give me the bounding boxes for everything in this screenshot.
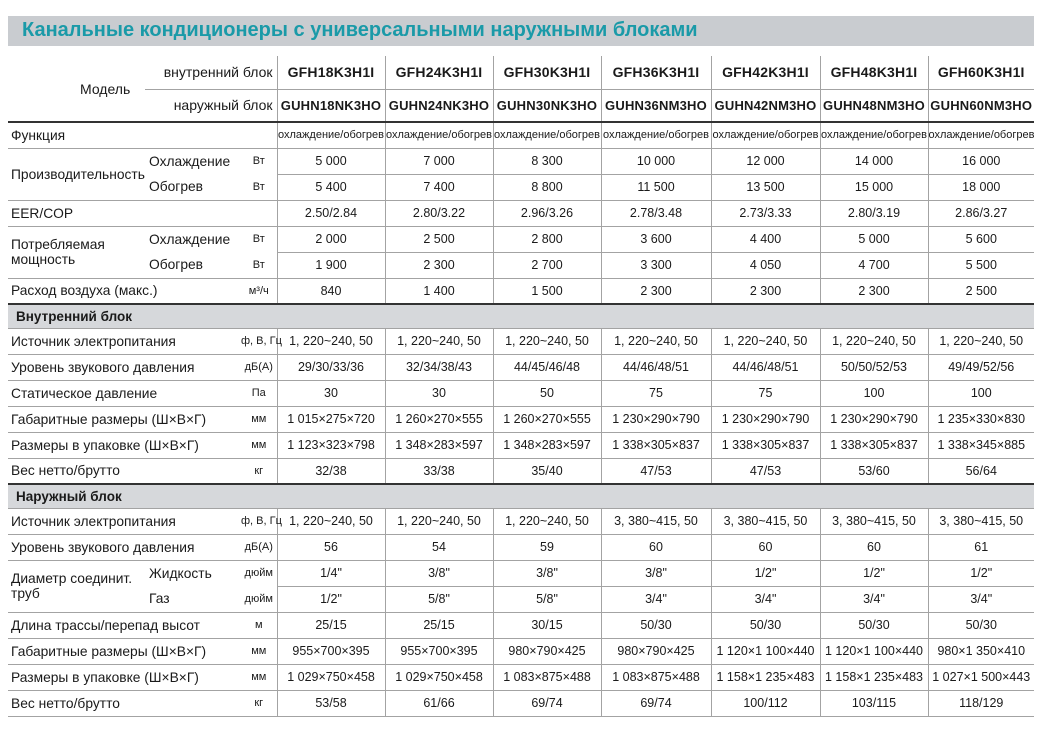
unit-label: м bbox=[241, 612, 277, 638]
value-cell: охлаждение/обогрев bbox=[493, 122, 601, 148]
indoor-unit-label: внутренний блок bbox=[145, 56, 277, 89]
row-label: Источник электропитания bbox=[8, 508, 241, 534]
value-cell: 1, 220~240, 50 bbox=[385, 328, 493, 354]
value-cell: 30/15 bbox=[493, 612, 601, 638]
function-row bbox=[8, 122, 1034, 148]
value-cell: 7 400 bbox=[385, 174, 493, 200]
spec-table-body bbox=[8, 56, 1034, 716]
value-cell: 2 500 bbox=[928, 278, 1034, 304]
value-cell: 4 400 bbox=[711, 226, 820, 252]
outdoor-model-code: GUHN42NM3HO bbox=[711, 89, 820, 122]
value-cell: 32/34/38/43 bbox=[385, 354, 493, 380]
value-cell: 75 bbox=[711, 380, 820, 406]
value-cell: 1 348×283×597 bbox=[385, 432, 493, 458]
outdoor-model-code: GUHN24NK3HO bbox=[385, 89, 493, 122]
value-cell: 2 300 bbox=[385, 252, 493, 278]
row-label: Уровень звукового давления bbox=[8, 354, 241, 380]
section-outdoor bbox=[8, 484, 1034, 508]
value-cell: 56/64 bbox=[928, 458, 1034, 484]
outdoor-row bbox=[8, 690, 1034, 716]
sub-label: Жидкость bbox=[149, 565, 212, 581]
value-cell: 1 158×1 235×483 bbox=[711, 664, 820, 690]
header-row-outdoor bbox=[8, 89, 1034, 122]
value-cell: 2.96/3.26 bbox=[493, 200, 601, 226]
value-cell: 2 300 bbox=[711, 278, 820, 304]
value-cell: 61 bbox=[928, 534, 1034, 560]
outdoor-row bbox=[8, 612, 1034, 638]
unit-label: мм bbox=[241, 638, 277, 664]
value-cell: 840 bbox=[277, 278, 385, 304]
value-cell: 1 338×305×837 bbox=[820, 432, 928, 458]
outdoor-model-code: GUHN60NM3HO bbox=[928, 89, 1034, 122]
value-cell: 100 bbox=[820, 380, 928, 406]
value-cell: 3/4" bbox=[601, 586, 711, 612]
indoor-row bbox=[8, 380, 1034, 406]
value-cell: 1, 220~240, 50 bbox=[601, 328, 711, 354]
value-cell: 3 600 bbox=[601, 226, 711, 252]
value-cell: 1 083×875×488 bbox=[601, 664, 711, 690]
sub-label: Газ bbox=[145, 586, 241, 612]
row-label: Источник электропитания bbox=[8, 328, 241, 354]
value-cell: 1, 220~240, 50 bbox=[711, 328, 820, 354]
unit-label: кг bbox=[241, 458, 277, 484]
indoor-model-code: GFH30K3H1I bbox=[493, 56, 601, 89]
value-cell: 4 700 bbox=[820, 252, 928, 278]
value-cell: 1 120×1 100×440 bbox=[711, 638, 820, 664]
value-cell: 44/46/48/51 bbox=[711, 354, 820, 380]
unit-label: Па bbox=[241, 380, 277, 406]
value-cell: охлаждение/обогрев bbox=[277, 122, 385, 148]
pipe-gas-row bbox=[8, 586, 1034, 612]
value-cell: 60 bbox=[711, 534, 820, 560]
value-cell: 1, 220~240, 50 bbox=[277, 328, 385, 354]
value-cell: 980×790×425 bbox=[493, 638, 601, 664]
value-cell: 32/38 bbox=[277, 458, 385, 484]
indoor-model-code: GFH24K3H1I bbox=[385, 56, 493, 89]
outdoor-model-code: GUHN48NM3HO bbox=[820, 89, 928, 122]
value-cell: 8 300 bbox=[493, 148, 601, 174]
value-cell: 69/74 bbox=[601, 690, 711, 716]
outdoor-model-code: GUHN18NK3HO bbox=[277, 89, 385, 122]
indoor-row bbox=[8, 458, 1034, 484]
row-label: Статическое давление bbox=[8, 380, 241, 406]
unit-label: дюйм bbox=[241, 586, 277, 612]
value-cell: 1/2" bbox=[928, 560, 1034, 586]
value-cell: 3 300 bbox=[601, 252, 711, 278]
value-cell: 8 800 bbox=[493, 174, 601, 200]
unit-label: ф, В, Гц bbox=[241, 508, 277, 534]
value-cell: 1/4" bbox=[277, 560, 385, 586]
value-cell: 1 123×323×798 bbox=[277, 432, 385, 458]
value-cell: 1 338×305×837 bbox=[711, 432, 820, 458]
value-cell: охлаждение/обогрев bbox=[711, 122, 820, 148]
value-cell: 2 700 bbox=[493, 252, 601, 278]
section-indoor bbox=[8, 304, 1034, 328]
value-cell: 25/15 bbox=[385, 612, 493, 638]
value-cell: 1 338×345×885 bbox=[928, 432, 1034, 458]
value-cell: 5/8" bbox=[385, 586, 493, 612]
indoor-model-code: GFH18K3H1I bbox=[277, 56, 385, 89]
value-cell: 2.78/3.48 bbox=[601, 200, 711, 226]
value-cell: 1, 220~240, 50 bbox=[928, 328, 1034, 354]
value-cell: 1, 220~240, 50 bbox=[820, 328, 928, 354]
value-cell: 1 260×270×555 bbox=[385, 406, 493, 432]
value-cell: 955×700×395 bbox=[385, 638, 493, 664]
unit-label: Вт bbox=[252, 233, 265, 246]
value-cell: 33/38 bbox=[385, 458, 493, 484]
row-label: Вес нетто/брутто bbox=[8, 690, 241, 716]
value-cell: 1 230×290×790 bbox=[711, 406, 820, 432]
value-cell: 955×700×395 bbox=[277, 638, 385, 664]
value-cell: 100 bbox=[928, 380, 1034, 406]
value-cell: 2 300 bbox=[820, 278, 928, 304]
row-label: Габаритные размеры (Ш×В×Г) bbox=[8, 406, 241, 432]
value-cell: охлаждение/обогрев bbox=[601, 122, 711, 148]
value-cell: 18 000 bbox=[928, 174, 1034, 200]
value-cell: 50/30 bbox=[601, 612, 711, 638]
value-cell: 2.73/3.33 bbox=[711, 200, 820, 226]
value-cell: 13 500 bbox=[711, 174, 820, 200]
outdoor-sound-row bbox=[8, 534, 1034, 560]
unit-label: мм bbox=[241, 406, 277, 432]
value-cell: 1 260×270×555 bbox=[493, 406, 601, 432]
header-row-indoor bbox=[8, 56, 1034, 89]
value-cell: 3/4" bbox=[820, 586, 928, 612]
value-cell: 1 029×750×458 bbox=[277, 664, 385, 690]
value-cell: 1 027×1 500×443 bbox=[928, 664, 1034, 690]
value-cell: 100/112 bbox=[711, 690, 820, 716]
value-cell: 5 000 bbox=[277, 148, 385, 174]
value-cell: 1 230×290×790 bbox=[820, 406, 928, 432]
value-cell: 11 500 bbox=[601, 174, 711, 200]
value-cell: 1 158×1 235×483 bbox=[820, 664, 928, 690]
value-cell: 3/4" bbox=[928, 586, 1034, 612]
row-label: Диаметр соединит. труб bbox=[8, 560, 145, 612]
outdoor-unit-label: наружный блок bbox=[145, 89, 277, 122]
unit-label: ф, В, Гц bbox=[241, 328, 277, 354]
row-label: Уровень звукового давления bbox=[8, 534, 241, 560]
value-cell: 56 bbox=[277, 534, 385, 560]
value-cell: 5/8" bbox=[493, 586, 601, 612]
value-cell: 1 348×283×597 bbox=[493, 432, 601, 458]
section-title-outdoor: Наружный блок bbox=[8, 484, 1034, 508]
value-cell: 1 900 bbox=[277, 252, 385, 278]
value-cell: 12 000 bbox=[711, 148, 820, 174]
power-cooling-row bbox=[8, 226, 1034, 252]
unit-label: Вт bbox=[252, 155, 265, 168]
value-cell: 3/4" bbox=[711, 586, 820, 612]
value-cell: 35/40 bbox=[493, 458, 601, 484]
value-cell: 1 015×275×720 bbox=[277, 406, 385, 432]
outdoor-row bbox=[8, 664, 1034, 690]
value-cell: 1 083×875×488 bbox=[493, 664, 601, 690]
value-cell: 59 bbox=[493, 534, 601, 560]
unit-label: мм bbox=[241, 432, 277, 458]
unit-label: м³/ч bbox=[241, 278, 277, 304]
row-label: Производительность bbox=[8, 148, 145, 200]
value-cell: 1 029×750×458 bbox=[385, 664, 493, 690]
indoor-model-code: GFH48K3H1I bbox=[820, 56, 928, 89]
value-cell: 25/15 bbox=[277, 612, 385, 638]
value-cell: 2 000 bbox=[277, 226, 385, 252]
row-label: Функция bbox=[8, 122, 277, 148]
row-label: EER/COP bbox=[8, 200, 277, 226]
value-cell: 61/66 bbox=[385, 690, 493, 716]
value-cell: 103/115 bbox=[820, 690, 928, 716]
value-cell: 5 600 bbox=[928, 226, 1034, 252]
value-cell: 1/2" bbox=[820, 560, 928, 586]
value-cell: 47/53 bbox=[711, 458, 820, 484]
value-cell: 2.80/3.22 bbox=[385, 200, 493, 226]
value-cell: 69/74 bbox=[493, 690, 601, 716]
value-cell: 54 bbox=[385, 534, 493, 560]
indoor-row bbox=[8, 354, 1034, 380]
sub-label: Охлаждение bbox=[149, 231, 231, 247]
row-label: Размеры в упаковке (Ш×В×Г) bbox=[8, 664, 241, 690]
value-cell: 118/129 bbox=[928, 690, 1034, 716]
value-cell: 1, 220~240, 50 bbox=[277, 508, 385, 534]
model-label: Модель bbox=[8, 56, 145, 122]
airflow-row bbox=[8, 278, 1034, 304]
unit-label: дБ(А) bbox=[241, 534, 277, 560]
value-cell: 2.86/3.27 bbox=[928, 200, 1034, 226]
value-cell: 2 300 bbox=[601, 278, 711, 304]
value-cell: 4 050 bbox=[711, 252, 820, 278]
indoor-model-code: GFH60K3H1I bbox=[928, 56, 1034, 89]
value-cell: 53/60 bbox=[820, 458, 928, 484]
value-cell: 3/8" bbox=[493, 560, 601, 586]
capacity-heating-row bbox=[8, 174, 1034, 200]
value-cell: 44/46/48/51 bbox=[601, 354, 711, 380]
value-cell: 50/50/52/53 bbox=[820, 354, 928, 380]
row-label: Габаритные размеры (Ш×В×Г) bbox=[8, 638, 241, 664]
section-title-indoor: Внутренний блок bbox=[8, 304, 1034, 328]
value-cell: 1, 220~240, 50 bbox=[385, 508, 493, 534]
value-cell: 50 bbox=[493, 380, 601, 406]
value-cell: 30 bbox=[385, 380, 493, 406]
value-cell: 1 500 bbox=[493, 278, 601, 304]
value-cell: 7 000 bbox=[385, 148, 493, 174]
value-cell: 29/30/33/36 bbox=[277, 354, 385, 380]
value-cell: 50/30 bbox=[928, 612, 1034, 638]
sub-label: Обогрев bbox=[145, 252, 241, 278]
value-cell: 53/58 bbox=[277, 690, 385, 716]
value-cell: 980×1 350×410 bbox=[928, 638, 1034, 664]
outdoor-power-row bbox=[8, 508, 1034, 534]
eer-cop-row bbox=[8, 200, 1034, 226]
value-cell: 75 bbox=[601, 380, 711, 406]
value-cell: 1/2" bbox=[711, 560, 820, 586]
value-cell: 5 400 bbox=[277, 174, 385, 200]
row-label: Потребляемая мощность bbox=[8, 226, 145, 278]
value-cell: 980×790×425 bbox=[601, 638, 711, 664]
value-cell: 1, 220~240, 50 bbox=[493, 328, 601, 354]
value-cell: охлаждение/обогрев bbox=[385, 122, 493, 148]
value-cell: 2.80/3.19 bbox=[820, 200, 928, 226]
row-label: Длина трассы/перепад высот bbox=[8, 612, 241, 638]
value-cell: 2 800 bbox=[493, 226, 601, 252]
indoor-row bbox=[8, 406, 1034, 432]
value-cell: 3/8" bbox=[601, 560, 711, 586]
value-cell: 3, 380~415, 50 bbox=[928, 508, 1034, 534]
row-label: Размеры в упаковке (Ш×В×Г) bbox=[8, 432, 241, 458]
value-cell: 3, 380~415, 50 bbox=[601, 508, 711, 534]
value-cell: 50/30 bbox=[820, 612, 928, 638]
value-cell: 47/53 bbox=[601, 458, 711, 484]
value-cell: 1 338×305×837 bbox=[601, 432, 711, 458]
value-cell: 1, 220~240, 50 bbox=[493, 508, 601, 534]
value-cell: 1 235×330×830 bbox=[928, 406, 1034, 432]
value-cell: 60 bbox=[601, 534, 711, 560]
unit-label: Вт bbox=[241, 174, 277, 200]
row-label: Вес нетто/брутто bbox=[8, 458, 241, 484]
value-cell: 2 500 bbox=[385, 226, 493, 252]
indoor-row bbox=[8, 432, 1034, 458]
power-heating-row bbox=[8, 252, 1034, 278]
unit-label: дБ(А) bbox=[241, 354, 277, 380]
value-cell: охлаждение/обогрев bbox=[820, 122, 928, 148]
page-title: Канальные кондиционеры с универсальными наружными блоками bbox=[22, 19, 698, 41]
value-cell: 3, 380~415, 50 bbox=[711, 508, 820, 534]
unit-label: Вт bbox=[241, 252, 277, 278]
pipe-liquid-row bbox=[8, 560, 1034, 586]
value-cell: 30 bbox=[277, 380, 385, 406]
value-cell: 10 000 bbox=[601, 148, 711, 174]
value-cell: 1 230×290×790 bbox=[601, 406, 711, 432]
unit-label: кг bbox=[241, 690, 277, 716]
indoor-row bbox=[8, 328, 1034, 354]
value-cell: охлаждение/обогрев bbox=[928, 122, 1034, 148]
value-cell: 16 000 bbox=[928, 148, 1034, 174]
sub-label: Обогрев bbox=[145, 174, 241, 200]
value-cell: 3/8" bbox=[385, 560, 493, 586]
outdoor-model-code: GUHN36NM3HO bbox=[601, 89, 711, 122]
value-cell: 3, 380~415, 50 bbox=[820, 508, 928, 534]
spec-table bbox=[8, 56, 1034, 717]
value-cell: 1/2" bbox=[277, 586, 385, 612]
indoor-model-code: GFH36K3H1I bbox=[601, 56, 711, 89]
capacity-cooling-row bbox=[8, 148, 1034, 174]
value-cell: 14 000 bbox=[820, 148, 928, 174]
value-cell: 60 bbox=[820, 534, 928, 560]
unit-label: мм bbox=[241, 664, 277, 690]
value-cell: 2.50/2.84 bbox=[277, 200, 385, 226]
value-cell: 1 120×1 100×440 bbox=[820, 638, 928, 664]
value-cell: 5 000 bbox=[820, 226, 928, 252]
value-cell: 50/30 bbox=[711, 612, 820, 638]
value-cell: 44/45/46/48 bbox=[493, 354, 601, 380]
indoor-model-code: GFH42K3H1I bbox=[711, 56, 820, 89]
row-label: Расход воздуха (макс.) bbox=[8, 278, 241, 304]
outdoor-model-code: GUHN30NK3HO bbox=[493, 89, 601, 122]
value-cell: 49/49/52/56 bbox=[928, 354, 1034, 380]
value-cell: 5 500 bbox=[928, 252, 1034, 278]
value-cell: 1 400 bbox=[385, 278, 493, 304]
sub-label: Охлаждение bbox=[149, 153, 231, 169]
title-bar bbox=[8, 16, 1034, 46]
unit-label: дюйм bbox=[244, 567, 273, 580]
outdoor-row bbox=[8, 638, 1034, 664]
value-cell: 15 000 bbox=[820, 174, 928, 200]
